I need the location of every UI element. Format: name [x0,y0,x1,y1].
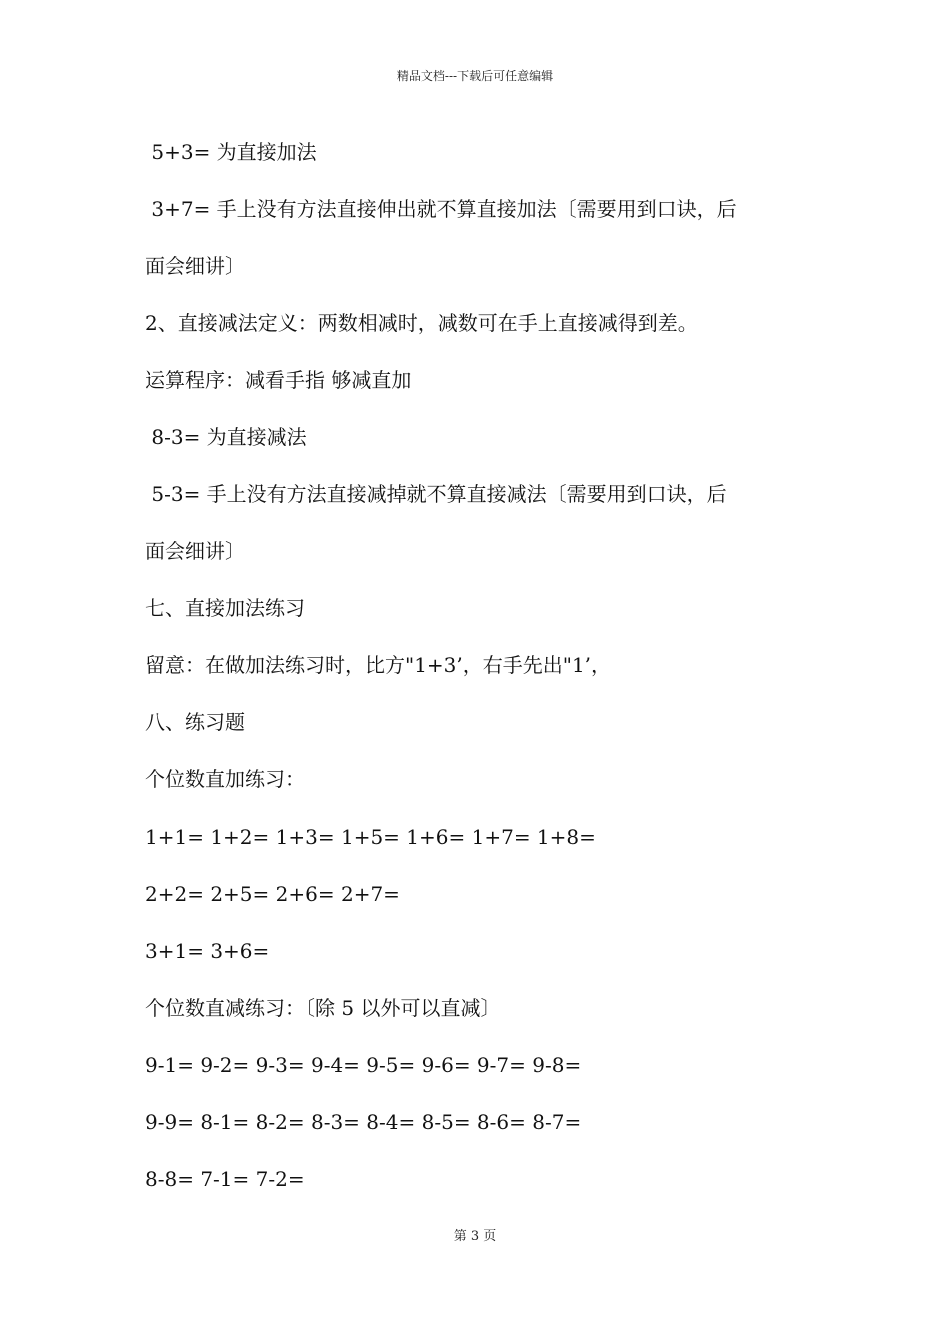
section-heading-exercises: 八、练习题 [145,710,245,734]
exercise-row: 2+2= 2+5= 2+6= 2+7= [145,882,400,906]
text-line-non-direct-subtraction-example: 5-3= 手上没有方法直接减掉就不算直接减法〔需要用到口诀，后 [145,482,727,506]
text-line-non-direct-addition-example: 3+7= 手上没有方法直接伸出就不算直接加法〔需要用到口诀，后 [145,197,737,221]
section-heading-addition-practice: 七、直接加法练习 [145,596,305,620]
text-line-note: 留意：在做加法练习时，比方"1+3’，右手先出"1’， [145,653,612,677]
exercise-row: 9-1= 9-2= 9-3= 9-4= 9-5= 9-6= 9-7= 9-8= [145,1053,582,1077]
text-line-continuation: 面会细讲〕 [145,254,245,278]
exercise-row: 9-9= 8-1= 8-2= 8-3= 8-4= 8-5= 8-6= 8-7= [145,1110,582,1134]
text-line-direct-addition-example: 5+3= 为直接加法 [145,140,317,164]
page-number: 第 3 页 [453,1229,497,1244]
page-header: 精品文档---下载后可任意编辑 [396,69,554,83]
subheading-subtraction-drills: 个位数直减练习：〔除 5 以外可以直减〕 [145,996,501,1020]
text-line-continuation: 面会细讲〕 [145,539,245,563]
exercise-row: 1+1= 1+2= 1+3= 1+5= 1+6= 1+7= 1+8= [145,825,596,849]
exercise-row: 3+1= 3+6= [145,939,270,963]
text-line-direct-subtraction-example: 8-3= 为直接减法 [145,425,307,449]
subheading-addition-drills: 个位数直加练习： [145,767,305,791]
exercise-row: 8-8= 7-1= 7-2= [145,1167,305,1191]
text-line-subtraction-procedure: 运算程序：减看手指 够减直加 [145,368,412,392]
text-line-direct-subtraction-definition: 2、直接减法定义：两数相减时，减数可在手上直接减得到差。 [145,311,698,335]
